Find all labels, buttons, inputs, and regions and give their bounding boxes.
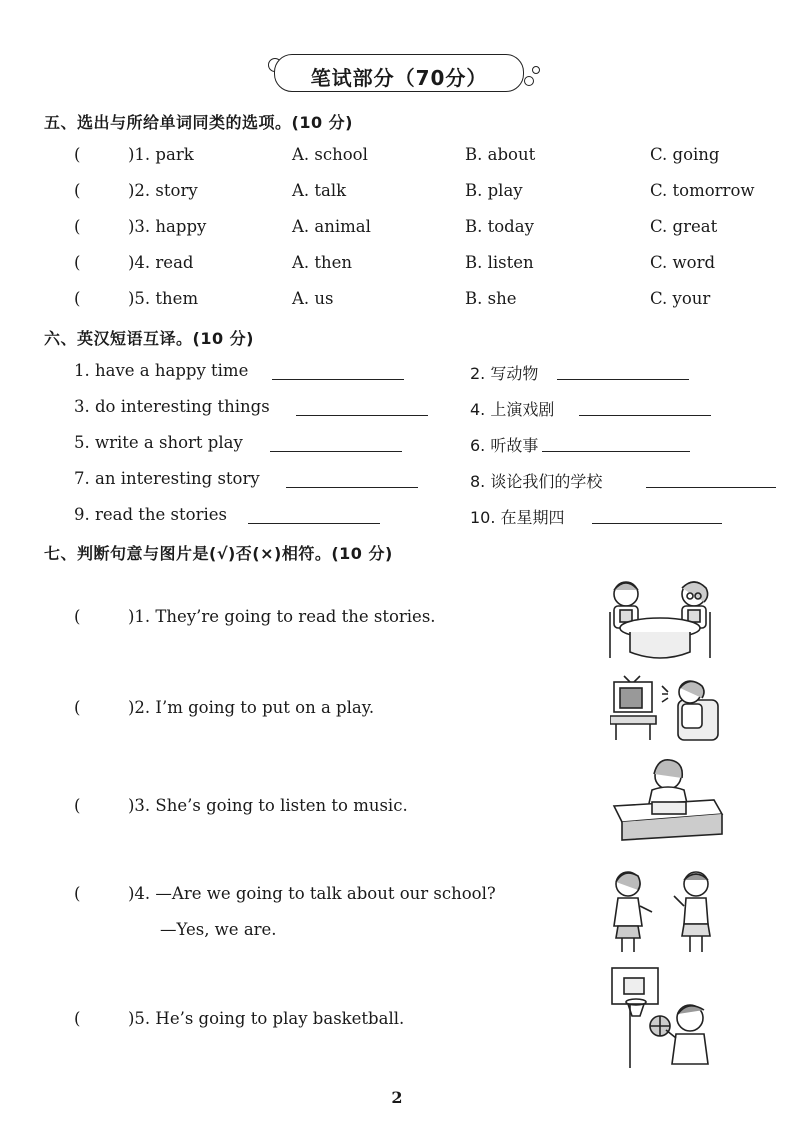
phrase-en: 9. read the stories [74, 505, 227, 524]
translation-row [0, 397, 794, 421]
section-7-heading: 七、判断句意与图片是(√)否(×)相符。(10 分) [44, 544, 393, 563]
judge-sentence: )3. She’s going to listen to music. [128, 796, 408, 815]
title-box [274, 54, 524, 92]
answer-blank[interactable] [592, 507, 722, 524]
option-c: C. going [650, 145, 720, 164]
answer-blank[interactable] [248, 507, 380, 524]
translation-row [0, 433, 794, 457]
option-b: B. listen [465, 253, 534, 272]
answer-paren[interactable]: ( [74, 884, 81, 903]
phrase-cn: 10. 在星期四 [470, 508, 565, 527]
translation-row [0, 361, 794, 385]
judge-sentence: )1. They’re going to read the stories. [128, 607, 436, 626]
option-c: C. your [650, 289, 711, 308]
question-row [0, 253, 794, 277]
question-word: )2. story [128, 181, 198, 200]
phrase-cn: 8. 谈论我们的学校 [470, 472, 603, 491]
answer-paren[interactable]: ( [74, 145, 81, 164]
option-b: B. play [465, 181, 523, 200]
answer-blank[interactable] [557, 363, 689, 380]
section-5-heading: 五、选出与所给单词同类的选项。(10 分) [44, 113, 353, 132]
boy-playing-basketball-picture [608, 966, 718, 1070]
judge-sentence: )5. He’s going to play basketball. [128, 1009, 405, 1028]
option-a: A. school [292, 145, 368, 164]
answer-paren[interactable]: ( [74, 607, 81, 626]
option-c: C. tomorrow [650, 181, 755, 200]
answer-paren[interactable]: ( [74, 253, 81, 272]
answer-paren[interactable]: ( [74, 1009, 81, 1028]
question-row [0, 181, 794, 205]
phrase-en: 1. have a happy time [74, 361, 249, 380]
answer-paren[interactable]: ( [74, 289, 81, 308]
question-row [0, 217, 794, 241]
option-b: B. about [465, 145, 536, 164]
option-a: A. animal [292, 217, 371, 236]
option-a: A. then [292, 253, 353, 272]
answer-paren[interactable]: ( [74, 796, 81, 815]
answer-blank[interactable] [579, 399, 711, 416]
section-6-heading: 六、英汉短语互译。(10 分) [44, 329, 254, 348]
option-a: A. us [292, 289, 334, 308]
two-children-reading-at-table-picture [604, 572, 716, 662]
option-b: B. she [465, 289, 517, 308]
answer-blank[interactable] [270, 435, 402, 452]
answer-blank[interactable] [296, 399, 428, 416]
phrase-en: 5. write a short play [74, 433, 243, 452]
answer-blank[interactable] [286, 471, 418, 488]
phrase-en: 3. do interesting things [74, 397, 270, 416]
translation-row [0, 505, 794, 529]
answer-blank[interactable] [646, 471, 776, 488]
question-row [0, 145, 794, 169]
page-number: 2 [391, 1088, 403, 1107]
phrase-cn: 2. 写动物 [470, 364, 539, 383]
bubble-decoration [524, 76, 534, 86]
answer-paren[interactable]: ( [74, 698, 81, 717]
girl-watching-tv-picture [610, 672, 722, 744]
judge-sentence-reply: —Yes, we are. [160, 920, 277, 939]
option-a: A. talk [292, 181, 347, 200]
phrase-en: 7. an interesting story [74, 469, 260, 488]
option-c: C. great [650, 217, 718, 236]
section-title-banner [270, 52, 540, 94]
phrase-cn: 4. 上演戏剧 [470, 400, 555, 419]
translation-row [0, 469, 794, 493]
judge-sentence: )2. I’m going to put on a play. [128, 698, 375, 717]
phrase-cn: 6. 听故事 [470, 436, 539, 455]
question-word: )3. happy [128, 217, 207, 236]
option-c: C. word [650, 253, 716, 272]
question-word: )4. read [128, 253, 194, 272]
answer-blank[interactable] [272, 363, 404, 380]
two-children-talking-picture [604, 866, 720, 956]
question-row [0, 289, 794, 313]
option-b: B. today [465, 217, 534, 236]
question-word: )1. park [128, 145, 194, 164]
answer-paren[interactable]: ( [74, 217, 81, 236]
answer-blank[interactable] [542, 435, 690, 452]
page-title: 笔试部分（70分） [310, 66, 488, 90]
answer-paren[interactable]: ( [74, 181, 81, 200]
bubble-decoration [532, 66, 540, 74]
question-word: )5. them [128, 289, 199, 308]
judge-sentence: )4. —Are we going to talk about our school? [128, 884, 496, 903]
girl-writing-at-desk-picture [608, 756, 726, 844]
